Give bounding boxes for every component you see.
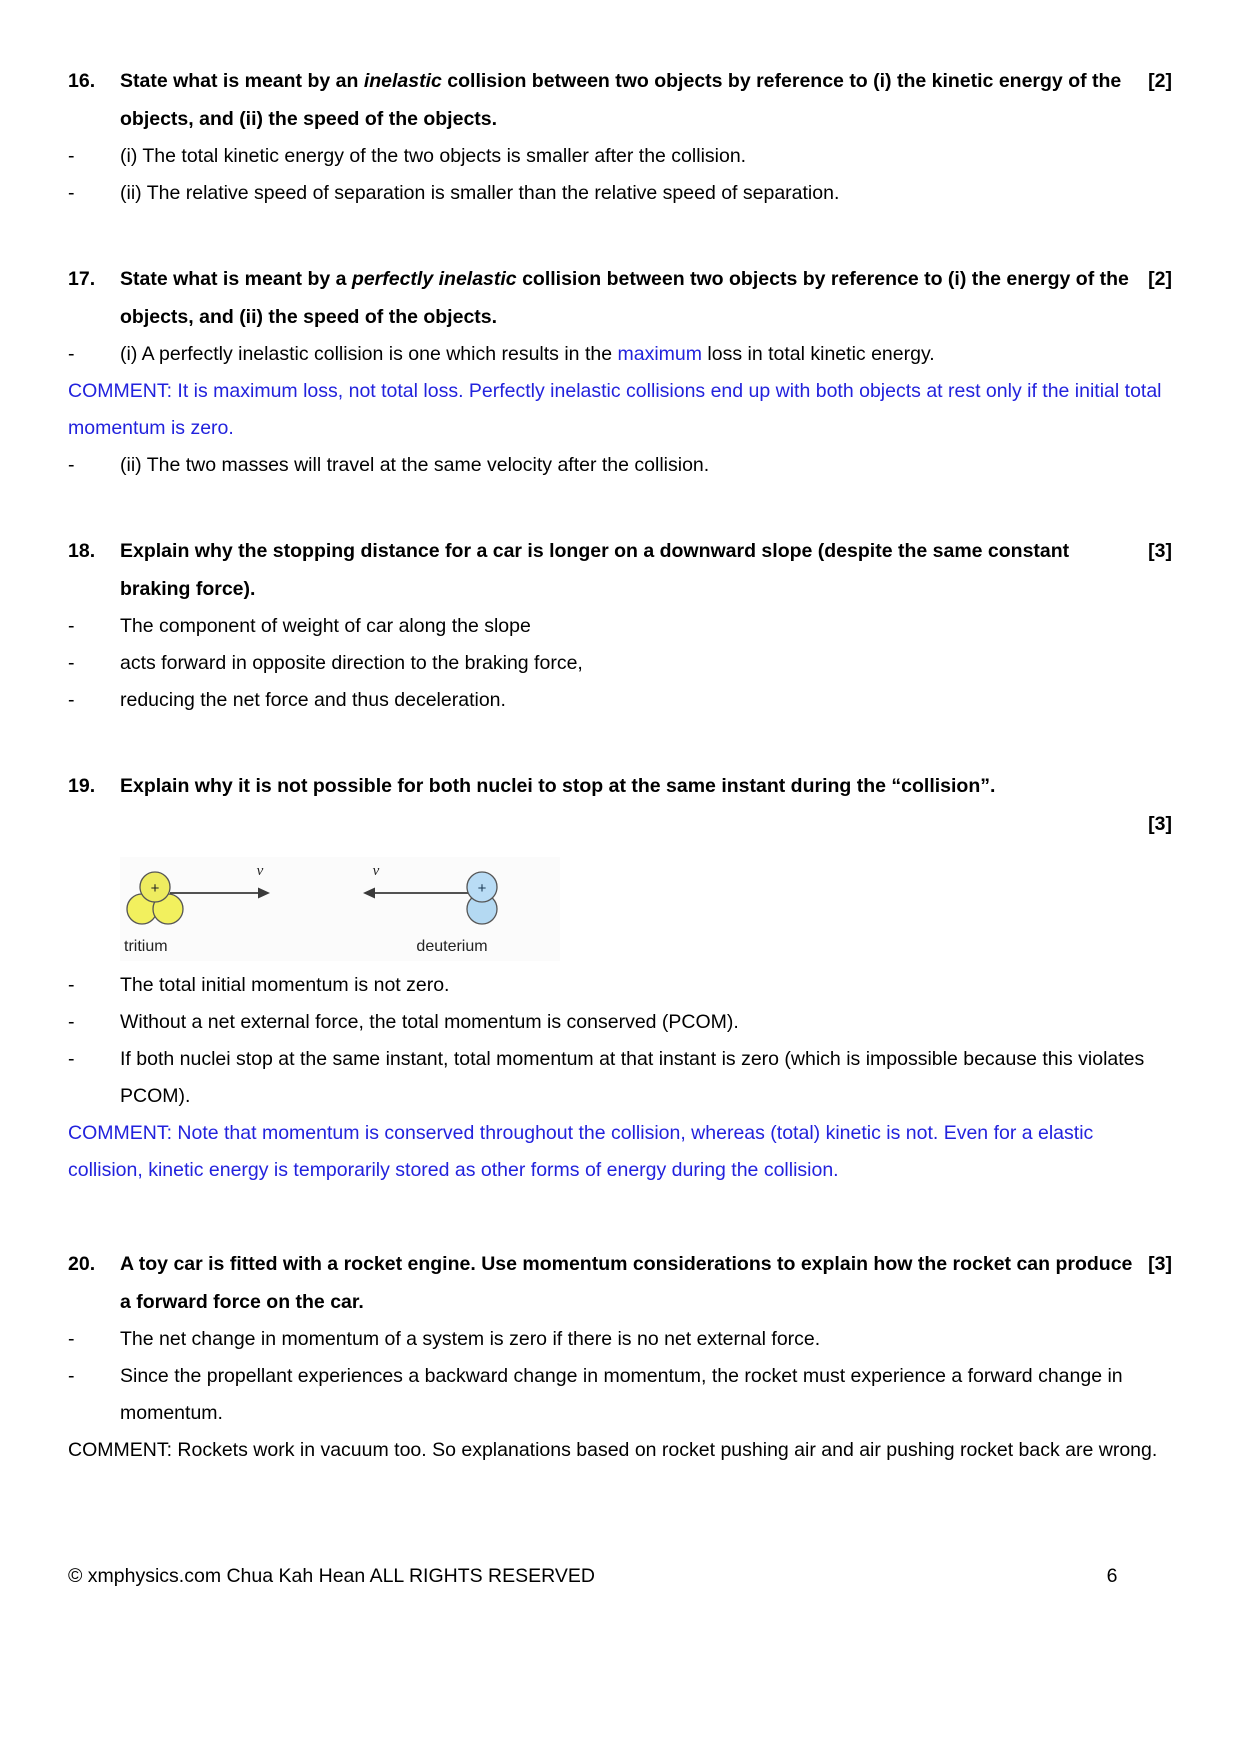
question-block-20 bbox=[68, 1245, 1172, 1469]
answer-text-17-i bbox=[120, 336, 1172, 373]
spacer bbox=[68, 1193, 1172, 1245]
marks-19-row bbox=[120, 805, 1172, 843]
answer-dash: - bbox=[68, 974, 75, 996]
answer-item bbox=[68, 1358, 1172, 1432]
question-block-16 bbox=[68, 62, 1172, 212]
question-number-19: 19. bbox=[68, 775, 96, 797]
answer-text: (ii) The relative speed of separation is smaller than the relative speed of separation. bbox=[120, 182, 840, 204]
deuterium-label: deuterium bbox=[416, 938, 488, 955]
answer-17-highlight: maximum bbox=[617, 343, 702, 365]
marks-16: [2] bbox=[1148, 70, 1172, 92]
answer-dash: - bbox=[68, 454, 75, 476]
answer-item bbox=[68, 682, 1172, 719]
page-footer bbox=[68, 1565, 1172, 1588]
question-heading-18 bbox=[68, 532, 1172, 608]
footer-page-number: 6 bbox=[1106, 1565, 1118, 1587]
marks-20: [3] bbox=[1148, 1253, 1172, 1275]
comment-17: COMMENT: It is maximum loss, not total loss. Perfectly inelastic collisions end up with both objects at rest only if the initial total momentum is zero. bbox=[68, 380, 1162, 439]
answer-text-17-ii: (ii) The two masses will travel at the same velocity after the collision. bbox=[120, 454, 710, 476]
answer-dash: - bbox=[68, 615, 75, 637]
spacer bbox=[68, 488, 1172, 532]
answer-text: The net change in momentum of a system is zero if there is no net external force. bbox=[120, 1328, 821, 1350]
question-block-19 bbox=[68, 767, 1172, 1189]
answer-dash: - bbox=[68, 1048, 75, 1070]
answer-dash: - bbox=[68, 182, 75, 204]
q16-italic: inelastic bbox=[363, 70, 442, 92]
collision-figure bbox=[120, 857, 560, 961]
spacer bbox=[68, 723, 1172, 767]
answer-item bbox=[68, 336, 1172, 373]
answer-text: reducing the net force and thus deceleration. bbox=[120, 689, 506, 711]
answer-text: The component of weight of car along the slope bbox=[120, 615, 531, 637]
question-text-19 bbox=[120, 767, 1172, 843]
answer-text: Since the propellant experiences a backward change in momentum, the rocket must experience a forward change in momentum. bbox=[120, 1365, 1123, 1424]
answer-item bbox=[68, 967, 1172, 1004]
question-heading-17 bbox=[68, 260, 1172, 336]
answer-dash: - bbox=[68, 689, 75, 711]
q19-prompt: Explain why it is not possible for both nuclei to stop at the same instant during the “collision”. bbox=[120, 775, 996, 797]
answer-text: Without a net external force, the total momentum is conserved (PCOM). bbox=[120, 1011, 739, 1033]
deuterium-nucleus-icon bbox=[467, 872, 497, 924]
footer-copyright: © xmphysics.com Chua Kah Hean ALL RIGHTS RESERVED bbox=[68, 1565, 595, 1587]
answer-dash: - bbox=[68, 1011, 75, 1033]
q16-part2: collision between two objects by reference to (i) the kinetic energy of the objects, and (ii) the speed of the objects. bbox=[120, 70, 1122, 130]
svg-text:v: v bbox=[256, 863, 264, 879]
answer-dash: - bbox=[68, 1328, 75, 1350]
answer-text: If both nuclei stop at the same instant, total momentum at that instant is zero (which is impossible because this violates PCOM). bbox=[120, 1048, 1145, 1107]
q17-part2: collision between two objects by reference to (i) the energy of the objects, and (ii) the speed of the objects. bbox=[120, 268, 1129, 328]
answer-dash: - bbox=[68, 1365, 75, 1387]
answer-item bbox=[68, 175, 1172, 212]
tritium-deuterium-diagram bbox=[120, 857, 560, 961]
answer-dash: - bbox=[68, 145, 75, 167]
question-text-17 bbox=[120, 260, 1172, 336]
answer-item bbox=[68, 1321, 1172, 1358]
answer-dash: - bbox=[68, 343, 75, 365]
answer-item bbox=[68, 1004, 1172, 1041]
tritium-nucleus-icon bbox=[127, 872, 183, 924]
marks-18: [3] bbox=[1148, 540, 1172, 562]
answer-item bbox=[68, 608, 1172, 645]
question-block-17 bbox=[68, 260, 1172, 484]
q18-prompt: Explain why the stopping distance for a car is longer on a downward slope (despite the same constant braking force). bbox=[120, 540, 1070, 600]
question-number-16: 16. bbox=[68, 70, 96, 92]
answer-text: (i) The total kinetic energy of the two objects is smaller after the collision. bbox=[120, 145, 747, 167]
svg-text:+: + bbox=[150, 880, 160, 897]
answer-text: acts forward in opposite direction to the braking force, bbox=[120, 652, 583, 674]
svg-text:v: v bbox=[372, 863, 380, 879]
q20-prompt: A toy car is fitted with a rocket engine. Use momentum considerations to explain how the rocket can produce a forward force on the car. bbox=[120, 1253, 1133, 1313]
question-block-18 bbox=[68, 532, 1172, 719]
question-heading-20 bbox=[68, 1245, 1172, 1321]
q17-italic: perfectly inelastic bbox=[351, 268, 517, 290]
tritium-velocity-arrow-icon bbox=[170, 863, 270, 899]
q16-part1: State what is meant by an bbox=[120, 70, 364, 92]
comment-20: COMMENT: Rockets work in vacuum too. So explanations based on rocket pushing air and air pushing rocket back are wrong. bbox=[68, 1439, 1158, 1461]
answer-item bbox=[68, 645, 1172, 682]
tritium-label: tritium bbox=[124, 938, 168, 955]
question-heading-19 bbox=[68, 767, 1172, 843]
question-text-16 bbox=[120, 62, 1172, 138]
question-text-18 bbox=[120, 532, 1172, 608]
answer-dash: - bbox=[68, 652, 75, 674]
deuterium-velocity-arrow-icon bbox=[363, 863, 468, 899]
marks-17: [2] bbox=[1148, 268, 1172, 290]
marks-19: [3] bbox=[1148, 813, 1172, 835]
comment-19: COMMENT: Note that momentum is conserved throughout the collision, whereas (total) kinetic is not. Even for a elastic collision, kinetic energy is temporarily stored as other forms of energy during the collision. bbox=[68, 1122, 1094, 1181]
question-heading-16 bbox=[68, 62, 1172, 138]
question-text-20 bbox=[120, 1245, 1172, 1321]
question-number-17: 17. bbox=[68, 268, 96, 290]
question-number-20: 20. bbox=[68, 1253, 96, 1275]
answer-item bbox=[68, 1041, 1172, 1115]
q17-part1: State what is meant by a bbox=[120, 268, 352, 290]
spacer bbox=[68, 216, 1172, 260]
answer-item bbox=[68, 447, 1172, 484]
question-number-18: 18. bbox=[68, 540, 96, 562]
answer-17-post: loss in total kinetic energy. bbox=[702, 343, 935, 365]
answer-17-pre: (i) A perfectly inelastic collision is one which results in the bbox=[120, 343, 618, 365]
answer-item bbox=[68, 138, 1172, 175]
answer-text: The total initial momentum is not zero. bbox=[120, 974, 450, 996]
svg-text:+: + bbox=[477, 880, 487, 897]
